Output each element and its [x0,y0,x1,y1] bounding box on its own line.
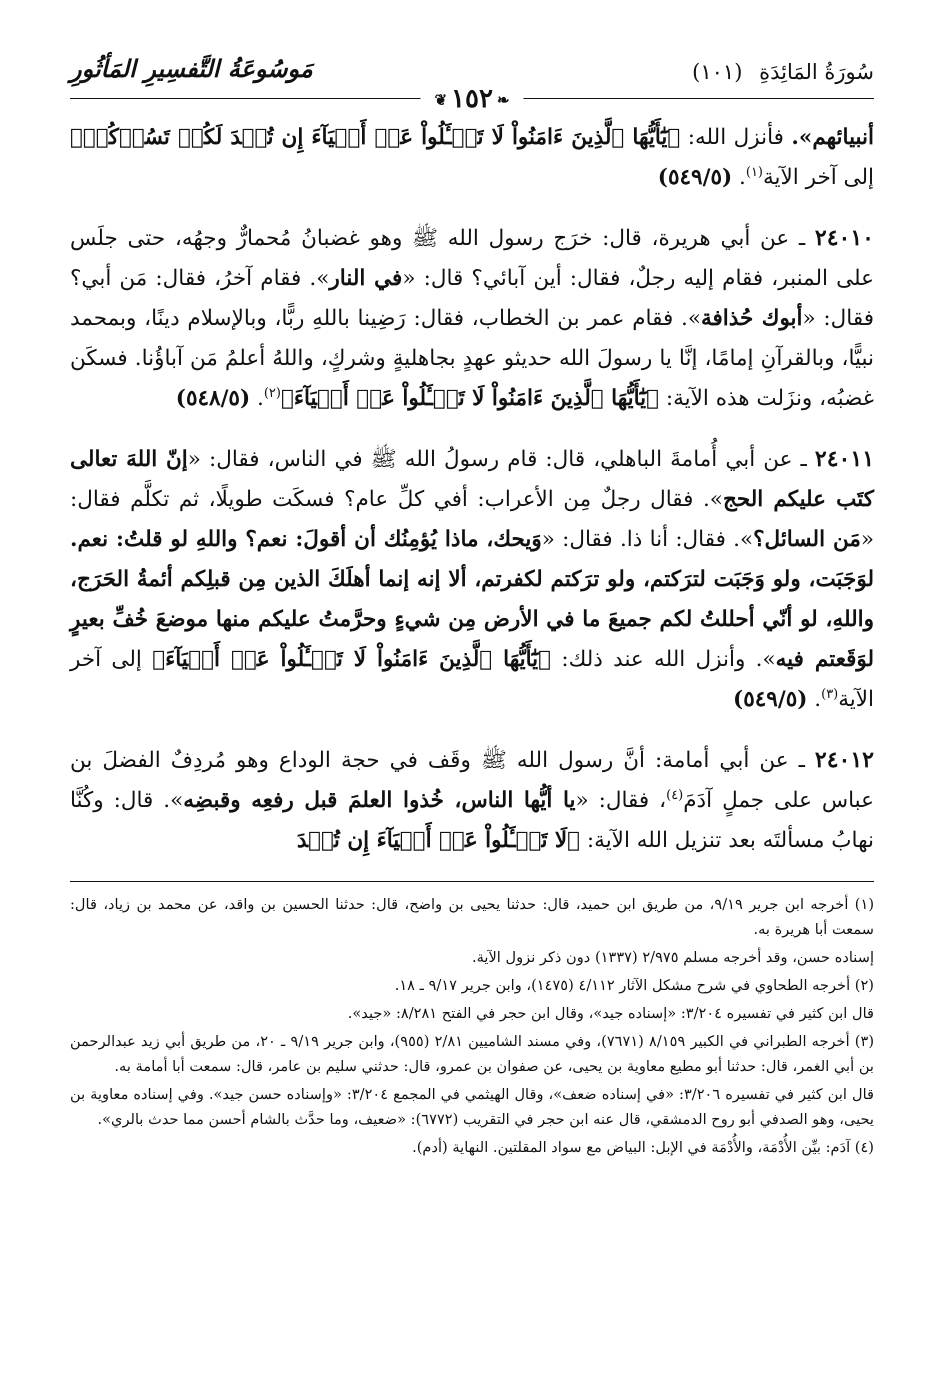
body-text: ـ عن أبي هريرة، قال: خرَج رسول الله ﷺ وهو غضبانُ مُحمارٌّ وجهُه، حتى جلَس على المنبر، فقام إليه رجلٌ، فقال: أين آبائي؟ قال: « [70,226,874,291]
footnote-line: قال ابن كثير في تفسيره ٣/٢٠٦: «في إسناده ضعف»، وقال الهيثمي في المجمع ٣/٢٠٤: «وإسناده حسن جيد». وفي إسناده معاوية بن يحيى، وهو الصدفي أبو روح الدمشقي، قال عنه ابن حجر في التقريب (٦٧٧٢): «ضعيف، وما حدَّث بالشام أحسن مما حدث بالري». [70,1086,875,1128]
body-text: إلى آخر الآية [70,647,874,712]
volume-reference: (٥٤٩/٥) [657,165,733,190]
body-text: . [250,386,264,411]
surah-name: سُورَةُ المَائِدَةِ [759,60,874,84]
emphasis-text: ﴿يَٰٓأَيُّهَا ٱلَّذِينَ ءَامَنُواْ لَا تَسۡـَٔلُواْ عَنۡ أَشۡيَآءَ﴾ [152,647,552,672]
ornament-right-icon: ❧ [496,91,510,109]
body-text: . [732,165,746,190]
volume-reference: (٥٤٨/٥) [175,386,251,411]
hadith-paragraph [70,740,874,861]
hadith-paragraph [70,439,874,720]
emphasis-text: ﴿يَٰٓأَيُّهَا ٱلَّذِينَ ءَامَنُواْ لَا تَسۡـَٔلُواْ عَنۡ أَشۡيَآءَ﴾ [280,386,660,411]
running-header [70,48,874,118]
footnote-line: (١) أخرجه ابن جرير ٩/١٩، من طريق ابن حميد، قال: حدثنا يحيى بن واضح، قال: حدثنا الحسين بن واقد، عن محمد بن زياد، قال: سمعت أبا هريرة به. [70,896,875,938]
hadith-number: ٢٤٠١٢ [814,747,874,773]
page [70,48,874,1163]
body-text: إلى آخر الآية [763,165,874,190]
header-surah [692,60,874,84]
emphasis-text: ﴿لَا تَسۡـَٔلُواْ عَنۡ أَشۡيَآءَ إِن تُبۡدَ [296,828,581,853]
body-text: ». فقام عمر بن الخطاب، فقال: رَضِينا باللهِ ربًّا، وبالإسلام دينًا، وبمحمد نبيًّا، وبالقرآنِ إمامًا، إنَّا يا رسولَ الله حديثو عهدٍ بجاهليةٍ وشركٍ، واللهُ أعلمُ مَن آباؤُنا. فسكَن غضبُه، ونزَلت هذه الآية: [70,306,874,411]
emphasis-text: إنّ اللهَ تعالى كتَب عليكم الحج [70,447,874,512]
hadith-number: ٢٤٠١١ [814,446,875,472]
hadith-paragraph [70,118,874,198]
emphasis-text: مَن السائل؟ [753,527,861,552]
body-text: ـ عن أبي أُمامةَ الباهلي، قال: قام رسولُ الله ﷺ في الناس، فقال: « [187,447,815,472]
hadith-paragraph [70,218,874,419]
emphasis-text: يا أيُّها الناس، خُذوا العلمَ قبل رفعِه وقبضِه [183,788,576,813]
footnote-line: (٣) أخرجه الطبراني في الكبير ٨/١٥٩ (٧٦٧١)، وفي مسند الشاميين ٢/٨١ (٩٥٥)، وابن جرير ٩/١٩ ـ ٢٠، من طريق أبي زيد عبدالرحمن بن أبي الغمر، قال: حدثنا أبو مطيع معاوية بن يحيى، عن صفوان بن عمرو، قال: حدثني سليم بن عامر، قال: سمعت أبا أمامة به. [70,1033,875,1075]
page-number-block [420,84,523,114]
book-title: مَوسُوعَةُ التَّفسِيرِ المَأثُورِ [70,54,313,83]
emphasis-text: أبوك حُذافة [700,306,803,331]
footnote-marker: (٢) [263,385,281,401]
body-text: ». فقال: أنا ذا. فقال: « [541,527,754,552]
body-text: ، فقال: « [575,788,667,813]
body-text: ». قال: وكُنَّا نهابُ مسألتَه بعد تنزيل الله الآية: [70,788,874,853]
footnote-marker: (٣) [821,686,839,702]
emphasis-text: ﴿يَٰٓأَيُّهَا ٱلَّذِينَ ءَامَنُواْ لَا تَسۡـَٔلُواْ عَنۡ أَشۡيَآءَ إِن تُبۡدَ لَكُمۡ تَسُؤۡكُمۡ﴾ [70,125,681,150]
body-text: ». فقال رجلٌ مِن الأعراب: أفي كلِّ عام؟ فسكَت طويلًا، ثم تكلَّم فقال: « [70,487,874,552]
emphasis-text: أنبيائهم». [791,125,874,150]
verse-reference: (١٠١) [692,60,743,84]
footnote-line: (٢) أخرجه الطحاوي في شرح مشكل الآثار ٤/١١٢ (١٤٧٥)، وابن جرير ٩/١٧ ـ ١٨. [394,977,874,994]
body-text: ». فقام آخرُ، فقال: مَن أبي؟ فقال: « [70,266,874,331]
hadith-number: ٢٤٠١٠ [814,225,874,251]
footnotes [70,892,874,1160]
body-text: . [807,687,822,712]
body-text: ـ عن أبي أمامة: أنَّ رسول الله ﷺ وقَف في حجة الوداع وهو مُردِفٌ الفضلَ بن عباس على جملٍ آدَمَ [70,748,874,813]
page-number: ١٥٢ [451,84,493,114]
volume-reference: (٥٤٩/٥) [733,687,808,712]
emphasis-text: وَيحك، ماذا يُؤمِنُك أن أقولَ: نعم؟ واللهِ لو قلتُ: نعم. لوَجَبَت، ولو وَجَبَت لترَكتم، ولو ترَكتم لكفرتم، ألا إنه إنما أهلَكَ الذين مِن قبلِكم أئمةُ الحَرَج، واللهِ، لو أنّي أحللتُ لكم جميعَ ما في الأرض مِن شيءٍ وحرَّمتُ عليكم منها موضعَ خُفِّ بعيرٍ لوَقَعتم فيه [70,527,875,672]
body-text: ». وأنزل الله عند ذلك: [551,647,776,672]
footnote-line: (٤) آدَم: بيِّن الأُدْمَة، والأُدْمَة في الإبل: البياض مع سواد المقلتين. النهاية (أدم). [412,1139,874,1156]
main-text [70,118,874,861]
emphasis-text: في النار [329,266,403,291]
footnote-marker: (١) [745,164,763,180]
footnote-line: قال ابن كثير في تفسيره ٣/٢٠٤: «إسناده جيد»، وقال ابن حجر في الفتح ٨/٢٨١: «جيد». [347,1005,874,1022]
ornament-left-icon: ❦ [434,91,448,109]
body-text: فأنزل الله: [680,125,792,150]
footnote-separator [70,881,874,882]
footnote-line: إسناده حسن، وقد أخرجه مسلم ٢/٩٧٥ (١٣٣٧) دون ذكر نزول الآية. [471,949,874,966]
footnote-marker: (٤) [666,787,684,803]
